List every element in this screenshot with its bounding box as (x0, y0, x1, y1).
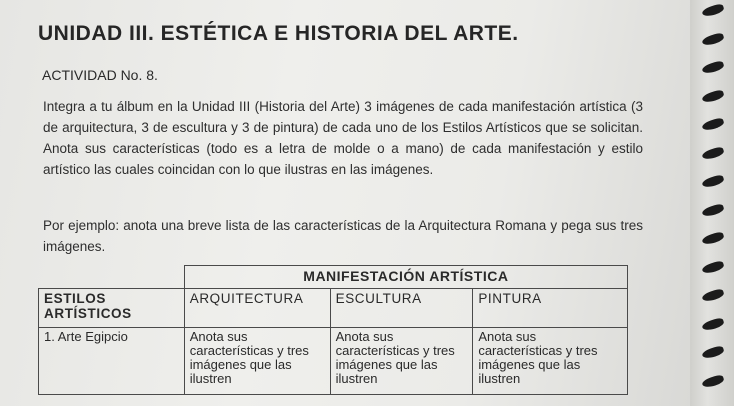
activity-label: ACTIVIDAD No. 8. (42, 67, 158, 83)
binding-ring (701, 259, 725, 274)
cell-pintura: Anota sus características y tres imágenes que las ilustren (473, 328, 628, 395)
binding-ring (701, 31, 725, 46)
binding-ring (701, 373, 725, 388)
spiral-binding (690, 0, 734, 406)
binding-ring (701, 60, 725, 75)
table-main-header: MANIFESTACIÓN ARTÍSTICA (184, 266, 627, 289)
binding-ring (701, 88, 725, 103)
binding-ring (701, 145, 725, 160)
binding-ring (701, 174, 725, 189)
header-estilos: ESTILOS ARTÍSTICOS (39, 289, 185, 328)
binding-ring (701, 202, 725, 217)
instructions-paragraph: Integra a tu álbum en la Unidad III (Historia del Arte) 3 imágenes de cada manifestación artística (3 de arquitectura, 3 de escultura y 3 de pintura) de cada uno de los Estilos Artísticos que se solicitan. Anota sus características (todo es a letra de molde o a mano) de cada manifestación y estilo artístico las cuales coincidan con lo que ilustras en las imágenes. (43, 99, 643, 177)
header-arquitectura: ARQUITECTURA (184, 289, 330, 328)
cell-arquitectura: Anota sus características y tres imágenes que las ilustren (184, 328, 330, 395)
row-style-label: 1. Arte Egipcio (39, 328, 185, 395)
table-row (39, 328, 628, 395)
binding-ring (701, 288, 725, 303)
cell-escultura: Anota sus características y tres imágenes que las ilustren (330, 328, 473, 395)
binding-ring (701, 231, 725, 246)
table-corner (39, 266, 185, 289)
unit-title: UNIDAD III. ESTÉTICA E HISTORIA DEL ARTE. (38, 22, 519, 45)
binding-ring (701, 345, 725, 360)
binding-ring (701, 3, 725, 18)
header-pintura: PINTURA (473, 289, 628, 328)
activity-table (38, 265, 628, 395)
binding-ring (701, 117, 725, 132)
header-escultura: ESCULTURA (330, 289, 473, 328)
binding-ring (701, 316, 725, 331)
example-paragraph: Por ejemplo: anota una breve lista de las características de la Arquitectura Romana y pega sus tres imágenes. (43, 218, 643, 254)
